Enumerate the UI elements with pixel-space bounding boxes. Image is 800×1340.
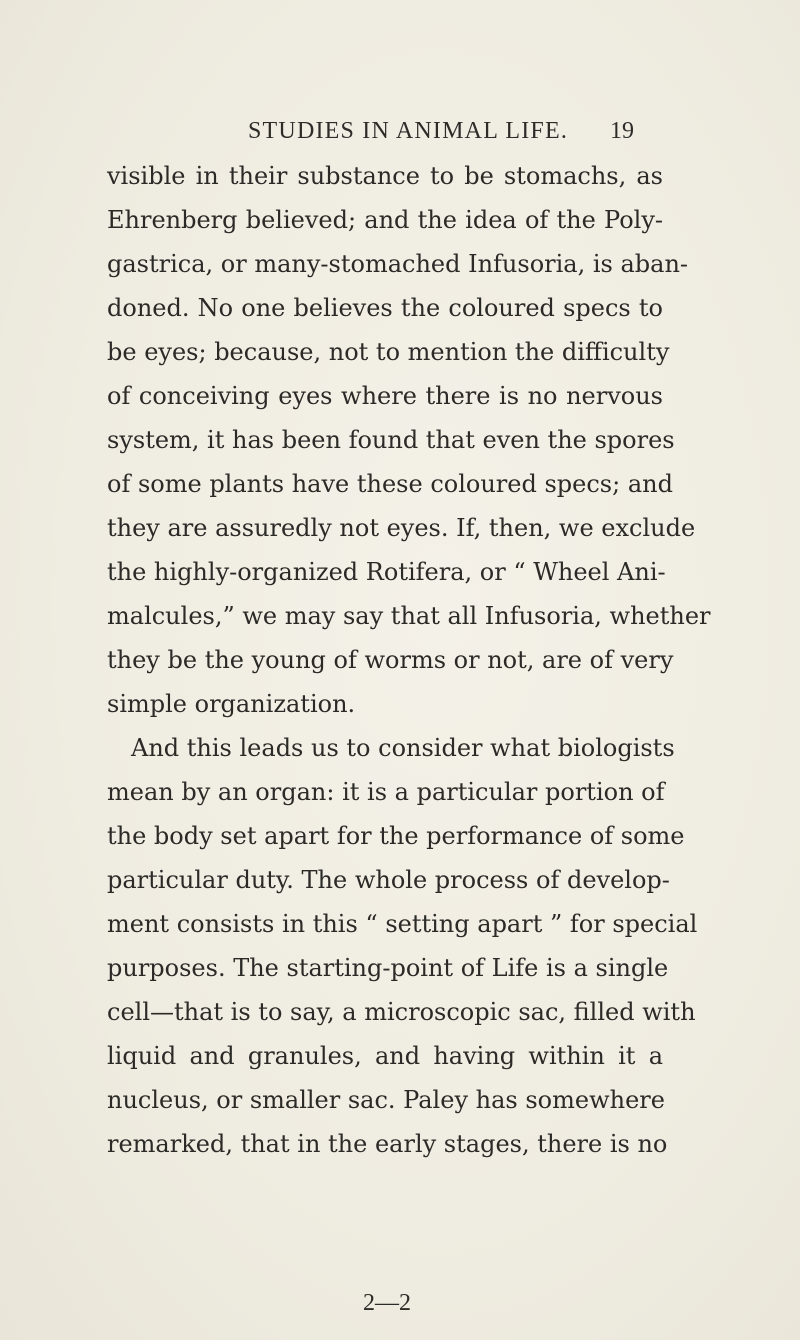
text-line: purposes. The starting-point of Life is a single xyxy=(107,954,669,982)
body-text xyxy=(107,154,711,1166)
text-line: And this leads us to consider what biologists xyxy=(131,734,675,762)
text-line: simple organization. xyxy=(107,690,356,718)
text-line: system, it has been found that even the spores xyxy=(107,426,675,454)
text-line: of conceiving eyes where there is no nervous xyxy=(107,382,663,410)
text-line: malcules,” we may say that all Infusoria, whether xyxy=(107,602,711,630)
text-line: visible in their substance to be stomachs, as xyxy=(107,162,663,190)
text-line: Ehrenberg believed; and the idea of the Poly- xyxy=(107,206,663,234)
text-line: particular duty. The whole process of develop- xyxy=(107,866,670,894)
text-line: doned. No one believes the coloured specs to xyxy=(107,294,663,322)
text-line: they are assuredly not eyes. If, then, we exclude xyxy=(107,514,696,542)
text-line: ment consists in this “ setting apart ” for special xyxy=(107,910,698,938)
text-line: be eyes; because, not to mention the difficulty xyxy=(107,338,670,366)
signature-mark: 2—2 xyxy=(363,1290,411,1316)
text-line: remarked, that in the early stages, there is no xyxy=(107,1130,668,1158)
text-line: gastrica, or many-stomached Infusoria, is aban- xyxy=(107,250,689,278)
text-line: the highly-organized Rotifera, or “ Wheel Ani- xyxy=(107,558,666,586)
page-number: 19 xyxy=(610,118,634,144)
running-head: STUDIES IN ANIMAL LIFE. xyxy=(248,118,569,144)
text-line: they be the young of worms or not, are of very xyxy=(107,646,674,674)
text-line: of some plants have these coloured specs; and xyxy=(107,470,673,498)
text-line: nucleus, or smaller sac. Paley has somewhere xyxy=(107,1086,665,1114)
text-line: liquid and granules, and having within it a xyxy=(107,1042,663,1070)
text-line: cell—that is to say, a microscopic sac, filled with xyxy=(107,998,696,1026)
text-line: the body set apart for the performance of some xyxy=(107,822,685,850)
text-line: mean by an organ: it is a particular portion of xyxy=(107,778,665,806)
